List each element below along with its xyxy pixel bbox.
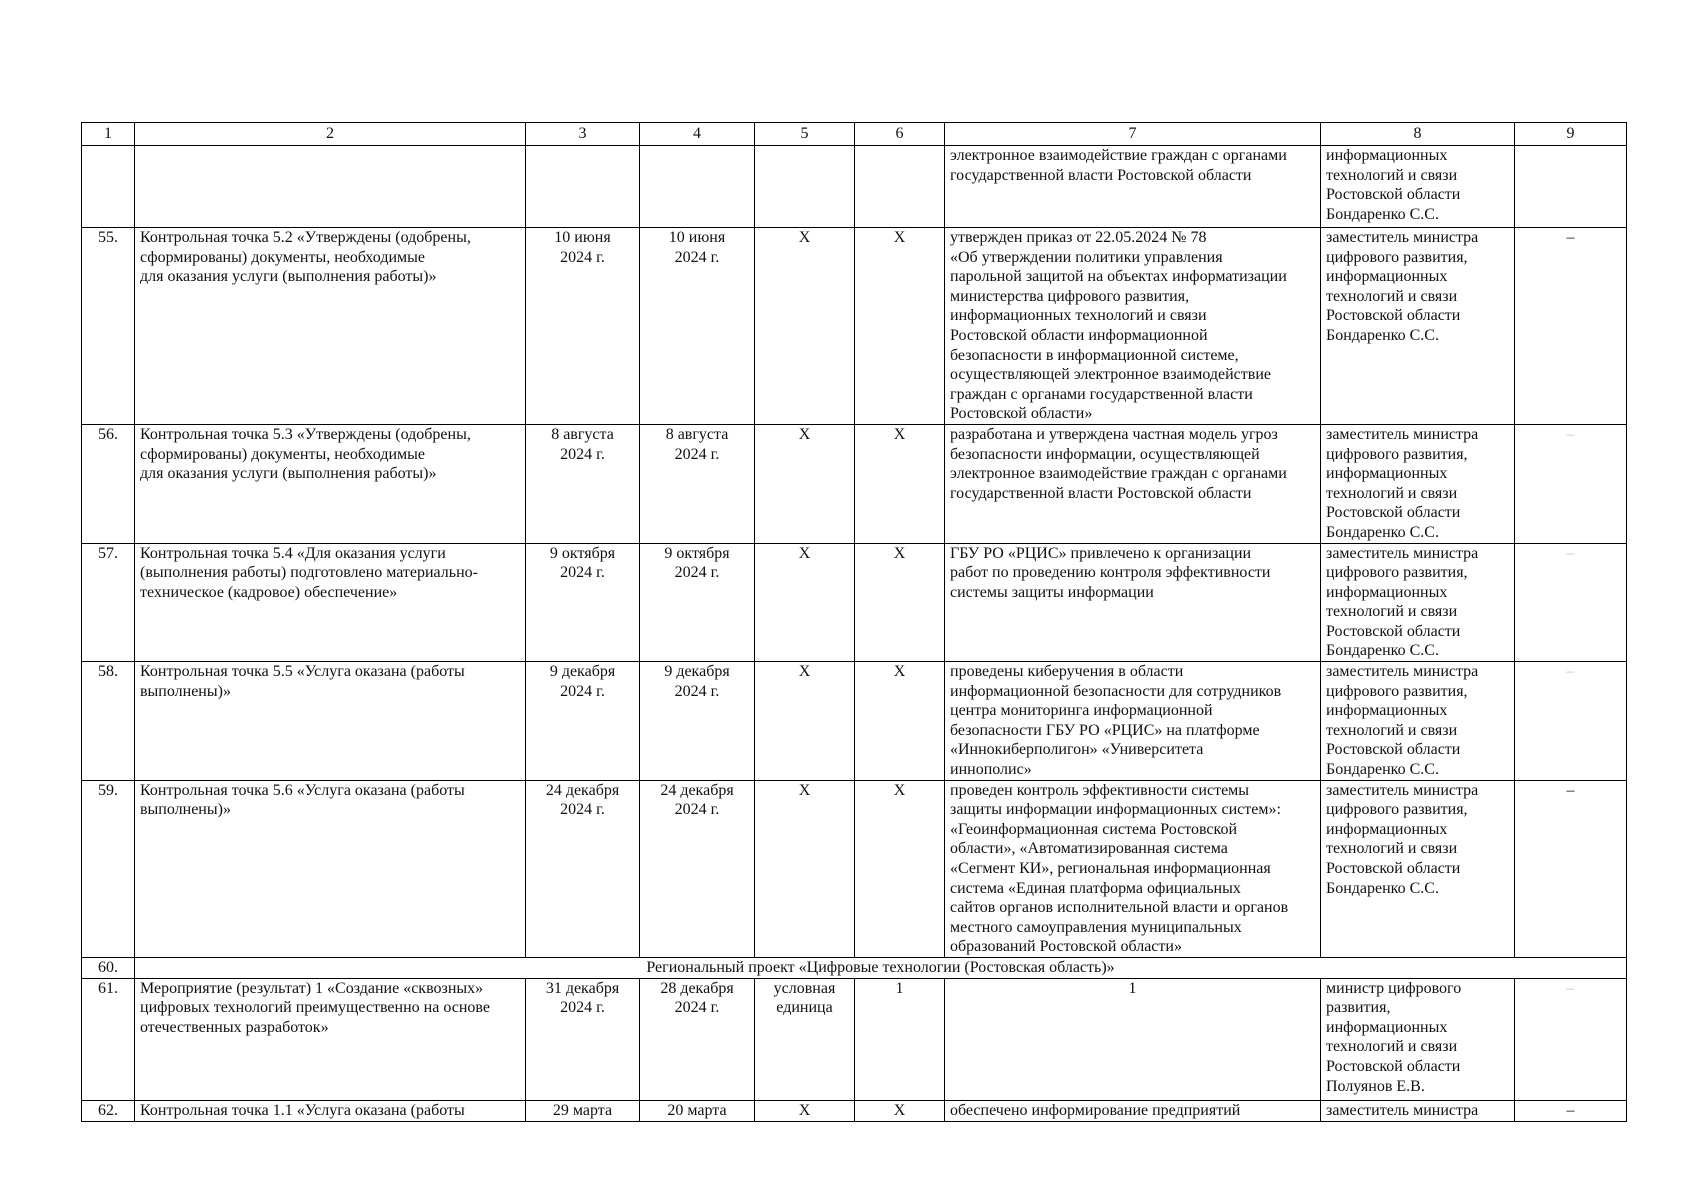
cell-responsible: заместитель министра xyxy=(1321,1100,1515,1121)
header-cell: 1 xyxy=(82,123,135,146)
cell-name: Контрольная точка 5.4 «Для оказания услуги (выполнения работы) подготовлено материально- техническое (кадровое) обеспечение» xyxy=(135,543,526,662)
cell-name: Контрольная точка 5.6 «Услуга оказана (работы выполнены)» xyxy=(135,780,526,957)
cell-responsible: заместитель министра цифрового развития, информационных технологий и связи Ростовской области Бондаренко С.С. xyxy=(1321,424,1515,543)
cell-empty xyxy=(526,146,640,228)
cell-result: разработана и утверждена частная модель угроз безопасности информации, осуществляющей электронное взаимодействие граждан с органами государственной власти Ростовской области xyxy=(945,424,1321,543)
table-row xyxy=(82,228,1627,425)
cell-plan-date: 10 июня 2024 г. xyxy=(526,228,640,425)
cell-name: Контрольная точка 5.5 «Услуга оказана (работы выполнены)» xyxy=(135,662,526,781)
cell-note: – xyxy=(1515,978,1627,1100)
cell-fact-date: 9 октября 2024 г. xyxy=(640,543,755,662)
cell-note: – xyxy=(1515,543,1627,662)
table-row xyxy=(82,424,1627,543)
cell-number: 60. xyxy=(82,957,135,978)
header-cell: 4 xyxy=(640,123,755,146)
cell-responsible: заместитель министра цифрового развития, информационных технологий и связи Ростовской области Бондаренко С.С. xyxy=(1321,543,1515,662)
cell-empty xyxy=(135,146,526,228)
cell-note: – xyxy=(1515,780,1627,957)
cell-plan-date: 24 декабря 2024 г. xyxy=(526,780,640,957)
cell-fact-date: 20 марта xyxy=(640,1100,755,1121)
column-number-header xyxy=(82,123,1627,146)
cell-empty xyxy=(855,146,945,228)
header-cell: 6 xyxy=(855,123,945,146)
cell-value: Х xyxy=(855,424,945,543)
cell-note: – xyxy=(1515,1100,1627,1121)
cell-result: ГБУ РО «РЦИС» привлечено к организации работ по проведению контроля эффективности системы защиты информации xyxy=(945,543,1321,662)
cell-note: – xyxy=(1515,424,1627,543)
cell-name: Мероприятие (результат) 1 «Создание «сквозных» цифровых технологий преимущественно на основе отечественных разработок» xyxy=(135,978,526,1100)
cell-fact-date: 9 декабря 2024 г. xyxy=(640,662,755,781)
cell-unit: Х xyxy=(755,543,855,662)
cell-fact-date: 10 июня 2024 г. xyxy=(640,228,755,425)
cell-unit: условная единица xyxy=(755,978,855,1100)
cell-value: 1 xyxy=(855,978,945,1100)
cell-responsible: заместитель министра цифрового развития, информационных технологий и связи Ростовской области Бондаренко С.С. xyxy=(1321,780,1515,957)
cell-value: Х xyxy=(855,228,945,425)
cell-name: Контрольная точка 5.3 «Утверждены (одобрены, сформированы) документы, необходимые для оказания услуги (выполнения работы)» xyxy=(135,424,526,543)
cell-unit: Х xyxy=(755,424,855,543)
cell-unit: Х xyxy=(755,1100,855,1121)
table-row xyxy=(82,780,1627,957)
table-row xyxy=(82,662,1627,781)
cell-empty xyxy=(640,146,755,228)
table-row xyxy=(82,1100,1627,1121)
cell-plan-date: 29 марта xyxy=(526,1100,640,1121)
cell-responsible: заместитель министра цифрового развития, информационных технологий и связи Ростовской области Бондаренко С.С. xyxy=(1321,228,1515,425)
cell-unit: Х xyxy=(755,228,855,425)
cell-responsible: заместитель министра цифрового развития, информационных технологий и связи Ростовской области Бондаренко С.С. xyxy=(1321,662,1515,781)
header-cell: 3 xyxy=(526,123,640,146)
header-cell: 8 xyxy=(1321,123,1515,146)
cell-responsible: информационных технологий и связи Ростовской области Бондаренко С.С. xyxy=(1321,146,1515,228)
table-row-continuation xyxy=(82,146,1627,228)
cell-fact-date: 24 декабря 2024 г. xyxy=(640,780,755,957)
cell-fact-date: 8 августа 2024 г. xyxy=(640,424,755,543)
cell-result: 1 xyxy=(945,978,1321,1100)
cell-result: проведены киберучения в области информационной безопасности для сотрудников центра мониторинга информационной безопасности ГБУ РО «РЦИС» на платформе «Иннокиберполигон» «Университета иннополис» xyxy=(945,662,1321,781)
cell-result: обеспечено информирование предприятий xyxy=(945,1100,1321,1121)
section-title: Региональный проект «Цифровые технологии (Ростовская область)» xyxy=(135,957,1627,978)
table-row xyxy=(82,543,1627,662)
cell-result: электронное взаимодействие граждан с органами государственной власти Ростовской области xyxy=(945,146,1321,228)
table-row xyxy=(82,978,1627,1100)
cell-plan-date: 8 августа 2024 г. xyxy=(526,424,640,543)
cell-plan-date: 9 декабря 2024 г. xyxy=(526,662,640,781)
cell-result: утвержден приказ от 22.05.2024 № 78 «Об утверждении политики управления парольной защитой на объектах информатизации министерства цифрового развития, информационных технологий и связи Ростовской области информационной безопасности в информационной системе, осуществляющей электронное взаимодействие граждан с органами государственной власти Ростовской области» xyxy=(945,228,1321,425)
cell-responsible: министр цифрового развития, информационных технологий и связи Ростовской области Полуянов Е.В. xyxy=(1321,978,1515,1100)
cell-value: Х xyxy=(855,662,945,781)
cell-note: – xyxy=(1515,228,1627,425)
cell-number: 61. xyxy=(82,978,135,1100)
cell-empty xyxy=(755,146,855,228)
cell-note: – xyxy=(1515,662,1627,781)
header-cell: 9 xyxy=(1515,123,1627,146)
cell-value: Х xyxy=(855,543,945,662)
cell-name: Контрольная точка 1.1 «Услуга оказана (работы xyxy=(135,1100,526,1121)
cell-result: проведен контроль эффективности системы защиты информации информационных систем»: «Геоинформационная система Ростовской области», «Автоматизированная система «Сегмент КИ», региональная информационная система «Единая платформа официальных сайтов органов исполнительной власти и органов местного самоуправления муниципальных образований Ростовской области» xyxy=(945,780,1321,957)
report-page xyxy=(81,122,1626,1122)
results-table xyxy=(81,122,1627,1122)
header-cell: 2 xyxy=(135,123,526,146)
section-row xyxy=(82,957,1627,978)
cell-unit: Х xyxy=(755,780,855,957)
cell-empty xyxy=(1515,146,1627,228)
cell-number: 55. xyxy=(82,228,135,425)
cell-fact-date: 28 декабря 2024 г. xyxy=(640,978,755,1100)
cell-number: 62. xyxy=(82,1100,135,1121)
cell-value: Х xyxy=(855,1100,945,1121)
cell-plan-date: 31 декабря 2024 г. xyxy=(526,978,640,1100)
cell-unit: Х xyxy=(755,662,855,781)
header-cell: 7 xyxy=(945,123,1321,146)
cell-number: 57. xyxy=(82,543,135,662)
cell-number: 59. xyxy=(82,780,135,957)
cell-plan-date: 9 октября 2024 г. xyxy=(526,543,640,662)
cell-name: Контрольная точка 5.2 «Утверждены (одобрены, сформированы) документы, необходимые для оказания услуги (выполнения работы)» xyxy=(135,228,526,425)
header-cell: 5 xyxy=(755,123,855,146)
cell-value: Х xyxy=(855,780,945,957)
cell-number: 56. xyxy=(82,424,135,543)
cell-number: 58. xyxy=(82,662,135,781)
cell-empty xyxy=(82,146,135,228)
